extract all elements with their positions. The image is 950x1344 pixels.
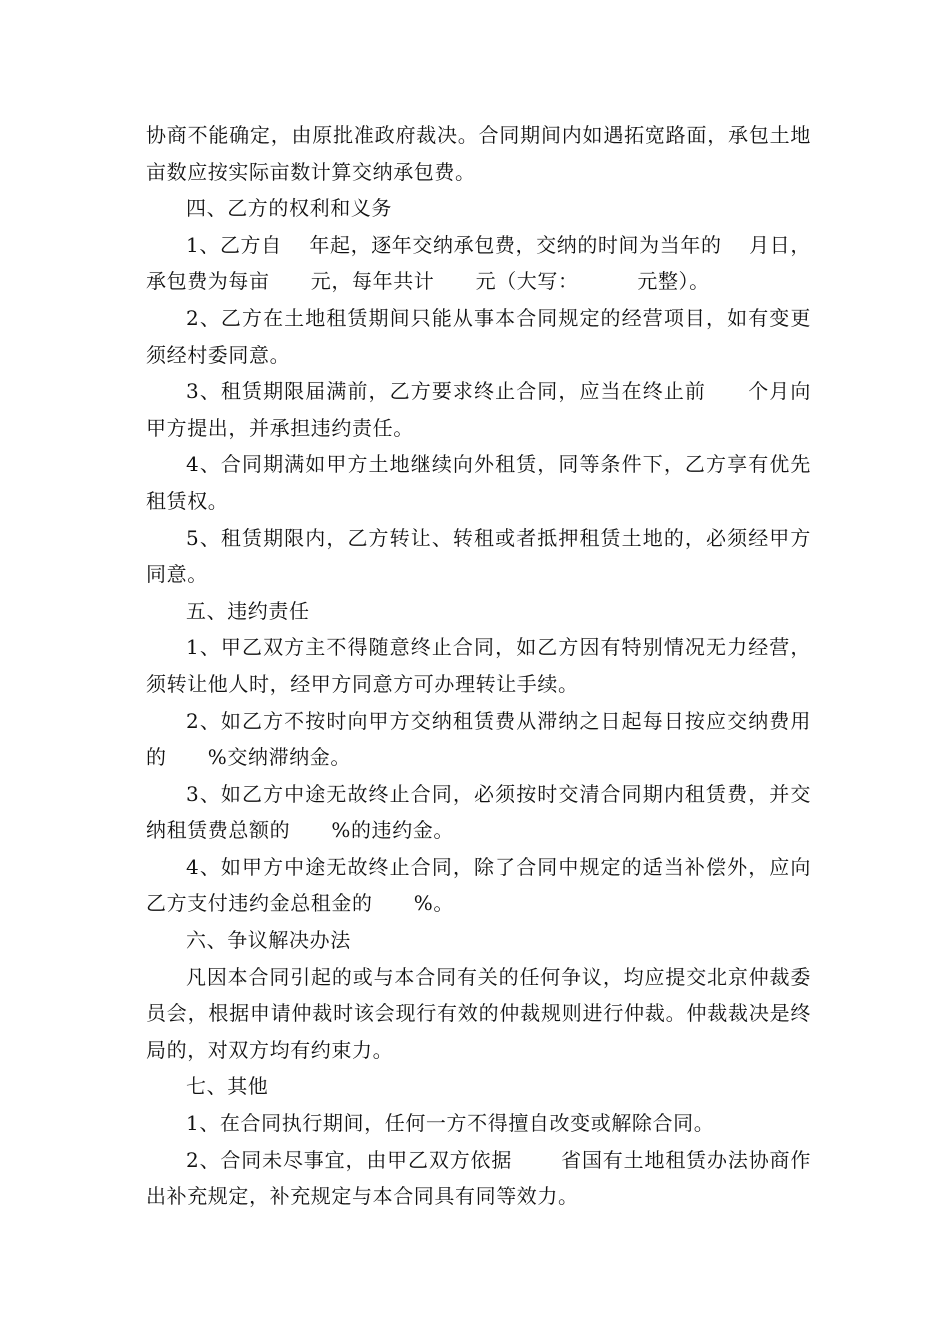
- clause-4-3: 3、租赁期限届满前，乙方要求终止合同，应当在终止前 个月向甲方提出，并承担违约责任。: [146, 379, 811, 440]
- clause-4-5: 5、租赁期限内，乙方转让、转租或者抵押租赁土地的，必须经甲方同意。: [146, 525, 811, 587]
- section-heading-other: 七、其他: [186, 1074, 269, 1099]
- section-heading-rights-obligations: 四、乙方的权利和义务: [186, 196, 392, 221]
- section-heading-dispute: 六、争议解决办法: [186, 928, 351, 953]
- clause-4-4: 4、合同期满如甲方土地继续向外租赁，同等条件下，乙方享有优先租赁权。: [146, 452, 811, 513]
- clause-5-3: 3、如乙方中途无故终止合同，必须按时交清合同期内租赁费，并交纳租赁费总额的 %的违约金。: [146, 781, 811, 843]
- clause-6-body: 凡因本合同引起的或与本合同有关的任何争议，均应提交北京仲裁委员会，根据申请仲裁时该会现行有效的仲裁规则进行仲裁。仲裁裁决是终局的，对双方均有约束力。: [146, 964, 811, 1062]
- paragraph-1: 协商不能确定，由原批准政府裁决。合同期间内如遇拓宽路面，承包土地亩数应按实际亩数计算交纳承包费。: [146, 123, 811, 184]
- clause-4-1: 1、乙方自 年起，逐年交纳承包费，交纳的时间为当年的 月日，承包费为每亩 元，每年共计 元（大写： 元整）。: [146, 232, 811, 294]
- clause-7-2: 2、合同未尽事宜，由甲乙双方依据 省国有土地租赁办法协商作出补充规定，补充规定与本合同具有同等效力。: [146, 1147, 811, 1209]
- clause-5-4: 4、如甲方中途无故终止合同，除了合同中规定的适当补偿外，应向乙方支付违约金总租金的 %。: [146, 854, 811, 916]
- clause-7-1: 1、在合同执行期间，任何一方不得擅自改变或解除合同。: [186, 1111, 715, 1136]
- clause-5-2: 2、如乙方不按时向甲方交纳租赁费从滞纳之日起每日按应交纳费用的 %交纳滞纳金。: [146, 708, 811, 770]
- section-heading-breach: 五、违约责任: [186, 598, 310, 623]
- clause-4-2: 2、乙方在土地租赁期间只能从事本合同规定的经营项目，如有变更须经村委同意。: [146, 305, 811, 367]
- clause-5-1: 1、甲乙双方主不得随意终止合同，如乙方因有特别情况无力经营，须转让他人时，经甲方同意方可办理转让手续。: [146, 635, 811, 696]
- document-body: [146, 117, 811, 1215]
